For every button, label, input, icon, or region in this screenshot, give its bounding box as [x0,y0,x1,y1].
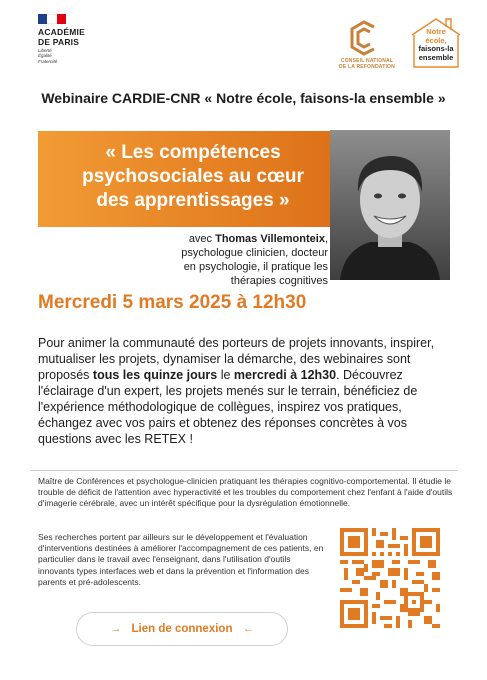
arrow-right-icon: → [110,623,122,635]
speaker-portrait [330,130,450,280]
notre-ecole-label: Notre école, faisons-la ensemble [418,27,454,62]
qr-code-icon[interactable] [340,528,440,628]
connection-link-button[interactable] [76,612,288,646]
academie-name: ACADÉMIE DE PARIS [38,27,85,47]
speaker-bio-research: Ses recherches portent par ailleurs sur le développement et l'évaluation d'interventions destinées à améliorer l'accompagnement de ces patients, en particulier dans le travail avec l'enseignant, dans l'utilisation d'outils innovants types interfaces web et dans la prévention et l'information des parents et pré-adolescents. [38,532,324,587]
republic-motto: Liberté Égalité Fraternité [38,48,58,64]
main-title: « Les compétences psychosociales au cœur des apprentissages » [82,142,304,211]
divider [30,470,458,471]
arrow-left-icon: ← [242,623,254,635]
webinar-title: Webinaire CARDIE-CNR « Notre école, faisons-la ensemble » [41,90,446,106]
speaker-name: Thomas Villemonteix [215,233,325,245]
connection-link-label: Lien de connexion [131,623,233,635]
event-date: Mercredi 5 mars 2025 à 12h30 [38,292,307,313]
cnr-label: CONSEIL NATIONAL DE LA REFONDATION [339,58,395,70]
speaker-info: avec Thomas Villemonteix, psychologue clinicien, docteur en psychologie, il pratique les thérapies cognitives [181,233,328,287]
event-description: Pour animer la communauté des porteurs de projets innovants, inspirer, mutualiser les projets, dynamiser la démarche, des webinaires sont proposés tous les quinze jours le mercredi à 12h30. Découvrez l'éclairage d'un expert, les projets menés sur le terrain, bénéficiez de l'expérience méthodologique de collègues, inspirez vos pratiques, échangez avec vos pairs et obtenez des réponses concrètes à vos questions avec les RETEX ! [38,336,435,446]
cnr-c-logo-icon [346,20,382,56]
marianne-flag-icon [38,14,66,24]
speaker-bio: Maître de Conférences et psychologue-clinicien pratiquant les thérapies cognitivo-comportemental. Il étudie le trouble de déficit de l'attention avec hyperactivité et les troubles du comportement chez l'enfant à l'aide d'outils d'imagerie cérébrale, avec un intérêt spécifique pour la dysrégulation émotionnelle. [38,476,453,509]
